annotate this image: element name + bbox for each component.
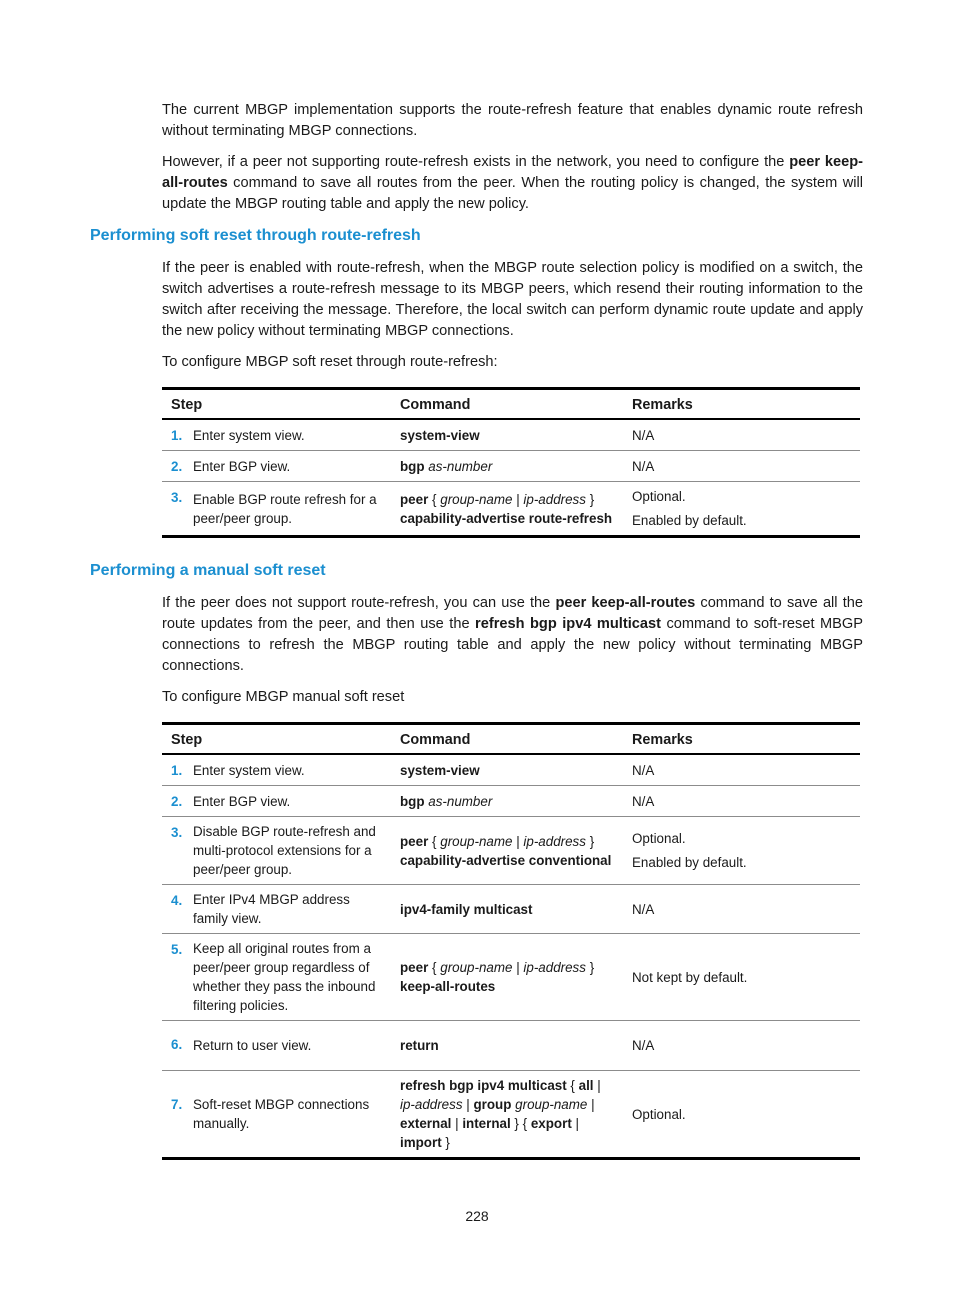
section2-paragraph-2: To configure MBGP manual soft reset xyxy=(162,689,405,705)
section1-paragraph-1: If the peer is enabled with route-refresh, when the MBGP route selection policy is modified on a switch, the switch advertises a route-refresh message to its MBGP peers, which resend their routing information to the switch after receiving the message. Therefore, the local switch can perform dynamic route update and apply the new policy without terminating MBGP connections. xyxy=(162,260,863,339)
command-cell: peer { group-name | ip-address } keep-all-routes xyxy=(391,934,623,1021)
section-heading-route-refresh: Performing soft reset through route-refresh xyxy=(90,227,421,244)
section1-paragraph-2: To configure MBGP soft reset through route-refresh: xyxy=(162,354,498,370)
table-row: 2. Enter BGP view. bgp as-number N/A xyxy=(162,786,860,817)
inline-command: peer keep-all-routes xyxy=(162,154,863,191)
table-row: 6. Return to user view. return N/A xyxy=(162,1021,860,1071)
table-row: 1. Enter system view. system-view N/A xyxy=(162,419,860,451)
section-heading-manual-soft-reset: Performing a manual soft reset xyxy=(90,562,326,579)
manual-soft-reset-table xyxy=(162,722,860,1160)
command-cell: system-view xyxy=(391,419,623,451)
route-refresh-table xyxy=(162,387,860,538)
section2-paragraph-1: If the peer does not support route-refresh, you can use the peer keep-all-routes command to save all the route updates from the peer, and then use the refresh bgp ipv4 multicast command to soft-reset MBGP connections to refresh the MBGP routing table and apply the new policy without terminating MBGP connections. xyxy=(162,595,863,674)
table-row: 3. Enable BGP route refresh for a peer/peer group. peer { group-name | ip-address } capability-advertise route-refresh Optional. Enabled by default. xyxy=(162,482,860,537)
header-step: Step xyxy=(162,724,391,755)
command-cell: bgp as-number xyxy=(391,451,623,482)
command-cell: bgp as-number xyxy=(391,786,623,817)
table-row: 3. Disable BGP route-refresh and multi-protocol extensions for a peer/peer group. peer { group-name | ip-address } capability-advertise conventional Optional. Enabled by default. xyxy=(162,817,860,885)
command-cell: system-view xyxy=(391,754,623,786)
header-command: Command xyxy=(391,724,623,755)
table-row: 2. Enter BGP view. bgp as-number N/A xyxy=(162,451,860,482)
command-cell: peer { group-name | ip-address } capability-advertise conventional xyxy=(391,817,623,885)
header-remarks: Remarks xyxy=(623,389,860,420)
command-cell: refresh bgp ipv4 multicast { all | ip-address | group group-name | external | internal } { export | import } xyxy=(391,1071,623,1159)
intro-paragraph-2: However, if a peer not supporting route-refresh exists in the network, you need to configure the peer keep-all-routes command to save all routes from the peer. When the routing policy is changed, the system will update the MBGP routing table and apply the new policy. xyxy=(162,154,863,212)
table-row: 7. Soft-reset MBGP connections manually. refresh bgp ipv4 multicast { all | ip-address | group group-name | external | internal } { export | import } Optional. xyxy=(162,1071,860,1159)
page-number: 228 xyxy=(465,1208,489,1224)
header-step: Step xyxy=(162,389,391,420)
table-row: 1. Enter system view. system-view N/A xyxy=(162,754,860,786)
table-row: 4. Enter IPv4 MBGP address family view. ipv4-family multicast N/A xyxy=(162,885,860,934)
command-cell: peer { group-name | ip-address } capability-advertise route-refresh xyxy=(391,482,623,537)
header-remarks: Remarks xyxy=(623,724,860,755)
command-cell: return xyxy=(391,1021,623,1071)
intro-paragraph-1: The current MBGP implementation supports the route-refresh feature that enables dynamic route refresh without terminating MBGP connections. xyxy=(162,102,863,139)
header-command: Command xyxy=(391,389,623,420)
command-cell: ipv4-family multicast xyxy=(391,885,623,934)
table-row: 5. Keep all original routes from a peer/peer group regardless of whether they pass the inbound filtering policies. peer { group-name | ip-address } keep-all-routes Not kept by default. xyxy=(162,934,860,1021)
